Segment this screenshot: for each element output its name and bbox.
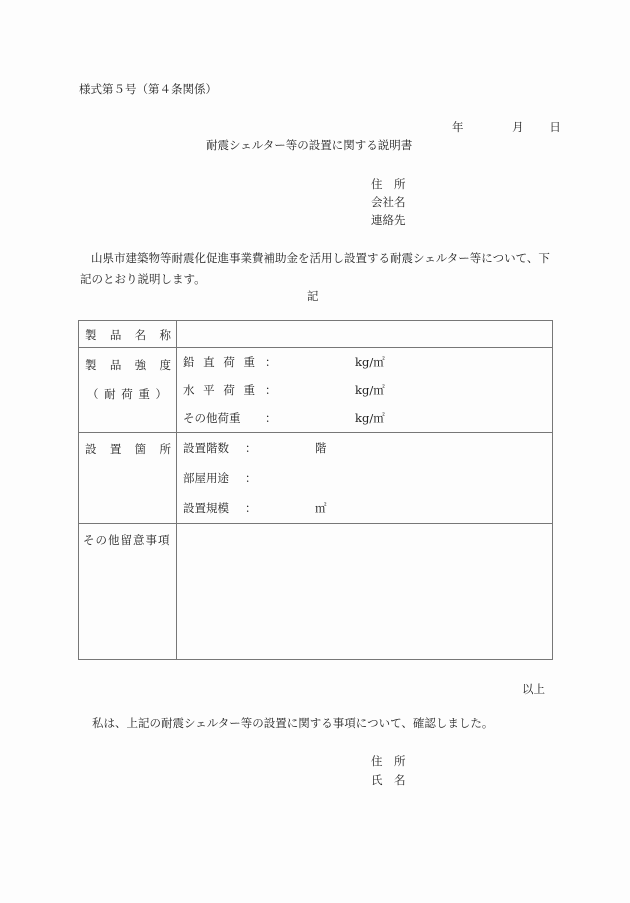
applicant-company-label: 会社名 <box>371 195 406 209</box>
label-char: 鉛 <box>183 355 195 369</box>
label-char: 品 <box>109 328 122 342</box>
label-char: 荷 <box>121 387 133 401</box>
label-char: 重 <box>138 387 150 401</box>
confirmation-statement: 私は、上記の耐震シェルター等の設置に関する事項について、確認しました。 <box>92 716 494 730</box>
date-day: 日 <box>549 120 561 134</box>
row-strength <box>79 348 553 433</box>
label-text: 設置階数 <box>183 441 229 455</box>
load-vertical[interactable] <box>183 348 552 376</box>
date-month: 月 <box>512 120 524 134</box>
unit-floor: 階 <box>315 441 327 455</box>
label-text: 部屋用途 <box>183 471 229 485</box>
product-name-label <box>79 321 171 343</box>
load-other[interactable] <box>183 404 552 432</box>
strength-sublabel <box>79 373 167 402</box>
colon: ： <box>245 501 257 515</box>
label-char: 設 <box>85 442 97 456</box>
colon: ： <box>265 411 277 425</box>
applicant-contact-label: 連絡先 <box>371 213 406 227</box>
label-char: 度 <box>159 358 171 372</box>
label-char: 置 <box>109 442 122 456</box>
details-table <box>78 320 553 660</box>
label-char: 耐 <box>104 387 116 401</box>
unit-kg-per-m2: kg/㎡ <box>355 355 385 369</box>
label-char: 所 <box>159 442 171 456</box>
date-line <box>452 119 561 135</box>
label-char: 荷 <box>223 355 235 369</box>
label-char: 重 <box>243 355 255 369</box>
location-label <box>79 433 171 457</box>
colon: ： <box>245 441 257 455</box>
install-floor[interactable] <box>183 433 552 463</box>
form-number: 様式第５号（第４条関係） <box>79 82 217 96</box>
applicant-address-label: 住 所 <box>371 177 406 191</box>
colon: ： <box>265 383 277 397</box>
colon: ： <box>265 355 277 369</box>
unit-kg-per-m2: kg/㎡ <box>355 411 385 425</box>
label-char: （ <box>87 387 99 401</box>
label-text: その他荷重 <box>183 411 241 425</box>
row-product-name <box>79 321 553 348</box>
label-char: 重 <box>243 383 255 397</box>
install-size[interactable] <box>183 493 552 523</box>
room-use[interactable] <box>183 463 552 493</box>
notes-label: その他留意事項 <box>83 533 171 547</box>
unit-kg-per-m2: kg/㎡ <box>355 383 385 397</box>
load-horizontal[interactable] <box>183 376 552 404</box>
product-name-value[interactable] <box>177 321 553 348</box>
ki-heading: 記 <box>307 289 319 303</box>
unit-m2: ㎡ <box>315 501 327 515</box>
label-char: 平 <box>203 383 215 397</box>
label-char: ） <box>155 387 167 401</box>
witness-address-label: 住 所 <box>371 754 406 768</box>
label-char: 強 <box>134 358 147 372</box>
document-title: 耐震シェルター等の設置に関する説明書 <box>206 138 413 152</box>
label-text: 設置規模 <box>183 501 229 515</box>
row-notes <box>79 524 553 660</box>
date-year: 年 <box>452 120 464 134</box>
label-char: 称 <box>159 328 171 342</box>
label-char: 製 <box>85 358 97 372</box>
label-char: 荷 <box>223 383 235 397</box>
witness-name-label: 氏 名 <box>371 773 406 787</box>
label-char: 水 <box>183 383 195 397</box>
strength-label <box>79 348 171 373</box>
label-char: 品 <box>109 358 122 372</box>
colon: ： <box>245 471 257 485</box>
label-char: 名 <box>134 328 147 342</box>
label-char: 箇 <box>134 442 147 456</box>
label-char: 製 <box>85 328 97 342</box>
notes-value[interactable] <box>177 524 553 660</box>
row-location <box>79 433 553 524</box>
ijo-closing: 以上 <box>522 682 545 696</box>
intro-paragraph: 山県市建築物等耐震化促進事業費補助金を活用し設置する耐震シェルター等について、下記のとおり説明します。 <box>80 251 550 286</box>
label-char: 直 <box>203 355 215 369</box>
